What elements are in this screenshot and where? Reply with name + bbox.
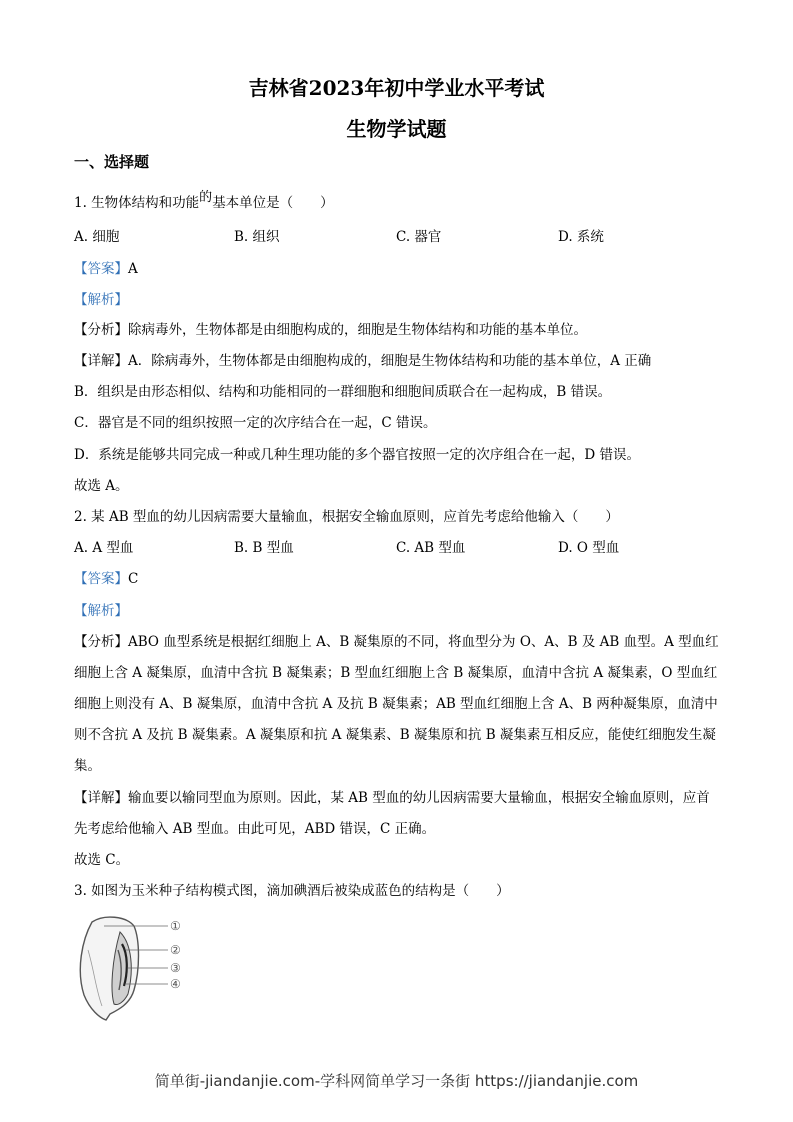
answer-value: A	[128, 261, 138, 277]
question-1-option-c: C. 器官	[396, 229, 442, 245]
question-2-option-d: D. O 型血	[558, 540, 620, 556]
fenxi-text: 除病毒外，生物体都是由细胞构成的，细胞是生物体结构和功能的基本单位。	[128, 322, 587, 338]
question-2-analysis-tag: 【解析】	[74, 603, 128, 619]
answer-tag: 【答案】	[74, 571, 128, 587]
question-2-xiangjie-1	[74, 786, 724, 806]
label-4: ④	[170, 977, 181, 991]
question-1-option-d: D. 系统	[558, 229, 604, 245]
exam-title: 吉林省2023年初中学业水平考试	[248, 76, 545, 100]
question-2-xiangjie-2: 先考虑给他输入 AB 型血。由此可见，ABD 错误，C 正确。	[74, 821, 436, 837]
label-3: ③	[170, 961, 181, 975]
question-2-answer	[74, 567, 724, 587]
exam-subtitle: 生物学试题	[346, 117, 447, 141]
question-2-option-b: B. B 型血	[234, 540, 294, 556]
xiangjie-tag: 【详解】	[74, 353, 128, 369]
question-1-conclusion: 故选 A。	[74, 478, 129, 494]
fenxi-tag: 【分析】	[74, 322, 128, 338]
xiangjie-text: 输血要以输同型血为原则。因此，某 AB 型血的幼儿因病需要大量输血，根据安全输血原则，应首	[128, 790, 710, 806]
question-1-stem	[74, 191, 724, 211]
question-1-fenxi	[74, 318, 724, 338]
question-2-stem: 2. 某 AB 型血的幼儿因病需要大量输血，根据安全输血原则，应首先考虑给他输入（ ）	[74, 509, 619, 525]
question-2-option-a: A. A 型血	[74, 540, 134, 556]
question-1-stem-part-b: 基本单位是（ ）	[212, 195, 334, 211]
question-3-stem: 3. 如图为玉米种子结构模式图，滴加碘酒后被染成蓝色的结构是（ ）	[74, 883, 510, 899]
question-1-answer	[74, 257, 724, 277]
question-2-fenxi-3: 细胞上则没有 A、B 凝集原，血清中含抗 A 及抗 B 凝集素；AB 型血红细胞上含 A、B 两种凝集原，血清中	[74, 696, 718, 712]
fenxi-tag: 【分析】	[74, 634, 128, 650]
question-1-stem-superscript: 的	[199, 190, 213, 205]
question-1-explain-c: C．器官是不同的组织按照一定的次序结合在一起，C 错误。	[74, 415, 437, 431]
label-1: ①	[170, 919, 181, 933]
question-2-conclusion: 故选 C。	[74, 852, 130, 868]
corn-seed-diagram	[74, 910, 204, 1025]
question-1-option-b: B. 组织	[234, 229, 280, 245]
footer-watermark: 简单街-jiandanjie.com-学科网简单学习一条街 https://jiandanjie.com	[154, 1072, 639, 1090]
question-1-explain-d: D．系统是能够共同完成一种或几种生理功能的多个器官按照一定的次序组合在一起，D 错误。	[74, 447, 640, 463]
label-2: ②	[170, 943, 181, 957]
question-2-fenxi-1	[74, 630, 724, 650]
question-2-fenxi-4: 则不含抗 A 及抗 B 凝集素。A 凝集原和抗 A 凝集素、B 凝集原和抗 B 凝集素互相反应，能使红细胞发生凝	[74, 727, 716, 743]
question-1-explain-b: B．组织是由形态相似、结构和功能相同的一群细胞和细胞间质联合在一起构成，B 错误。	[74, 384, 612, 400]
question-2-fenxi-5: 集。	[74, 758, 101, 774]
section-heading: 一、选择题	[74, 153, 150, 171]
xiangjie-tag: 【详解】	[74, 790, 128, 806]
question-1-stem-part-a: 1. 生物体结构和功能	[74, 195, 200, 211]
xiangjie-text: A．除病毒外，生物体都是由细胞构成的，细胞是生物体结构和功能的基本单位，A 正确	[128, 353, 652, 369]
answer-tag: 【答案】	[74, 261, 128, 277]
question-1-analysis-tag: 【解析】	[74, 292, 128, 308]
question-1-xiangjie	[74, 349, 724, 369]
answer-value: C	[128, 571, 139, 587]
question-1-option-a: A. 细胞	[74, 229, 120, 245]
question-2-fenxi-2: 细胞上含 A 凝集原，血清中含抗 B 凝集素；B 型血红细胞上含 B 凝集原，血清中含抗 A 凝集素，O 型血红	[74, 665, 718, 681]
fenxi-text: ABO 血型系统是根据红细胞上 A、B 凝集原的不同，将血型分为 O、A、B 及 AB 血型。A 型血红	[128, 634, 719, 650]
corn-seed-svg	[74, 910, 204, 1025]
question-2-option-c: C. AB 型血	[396, 540, 466, 556]
